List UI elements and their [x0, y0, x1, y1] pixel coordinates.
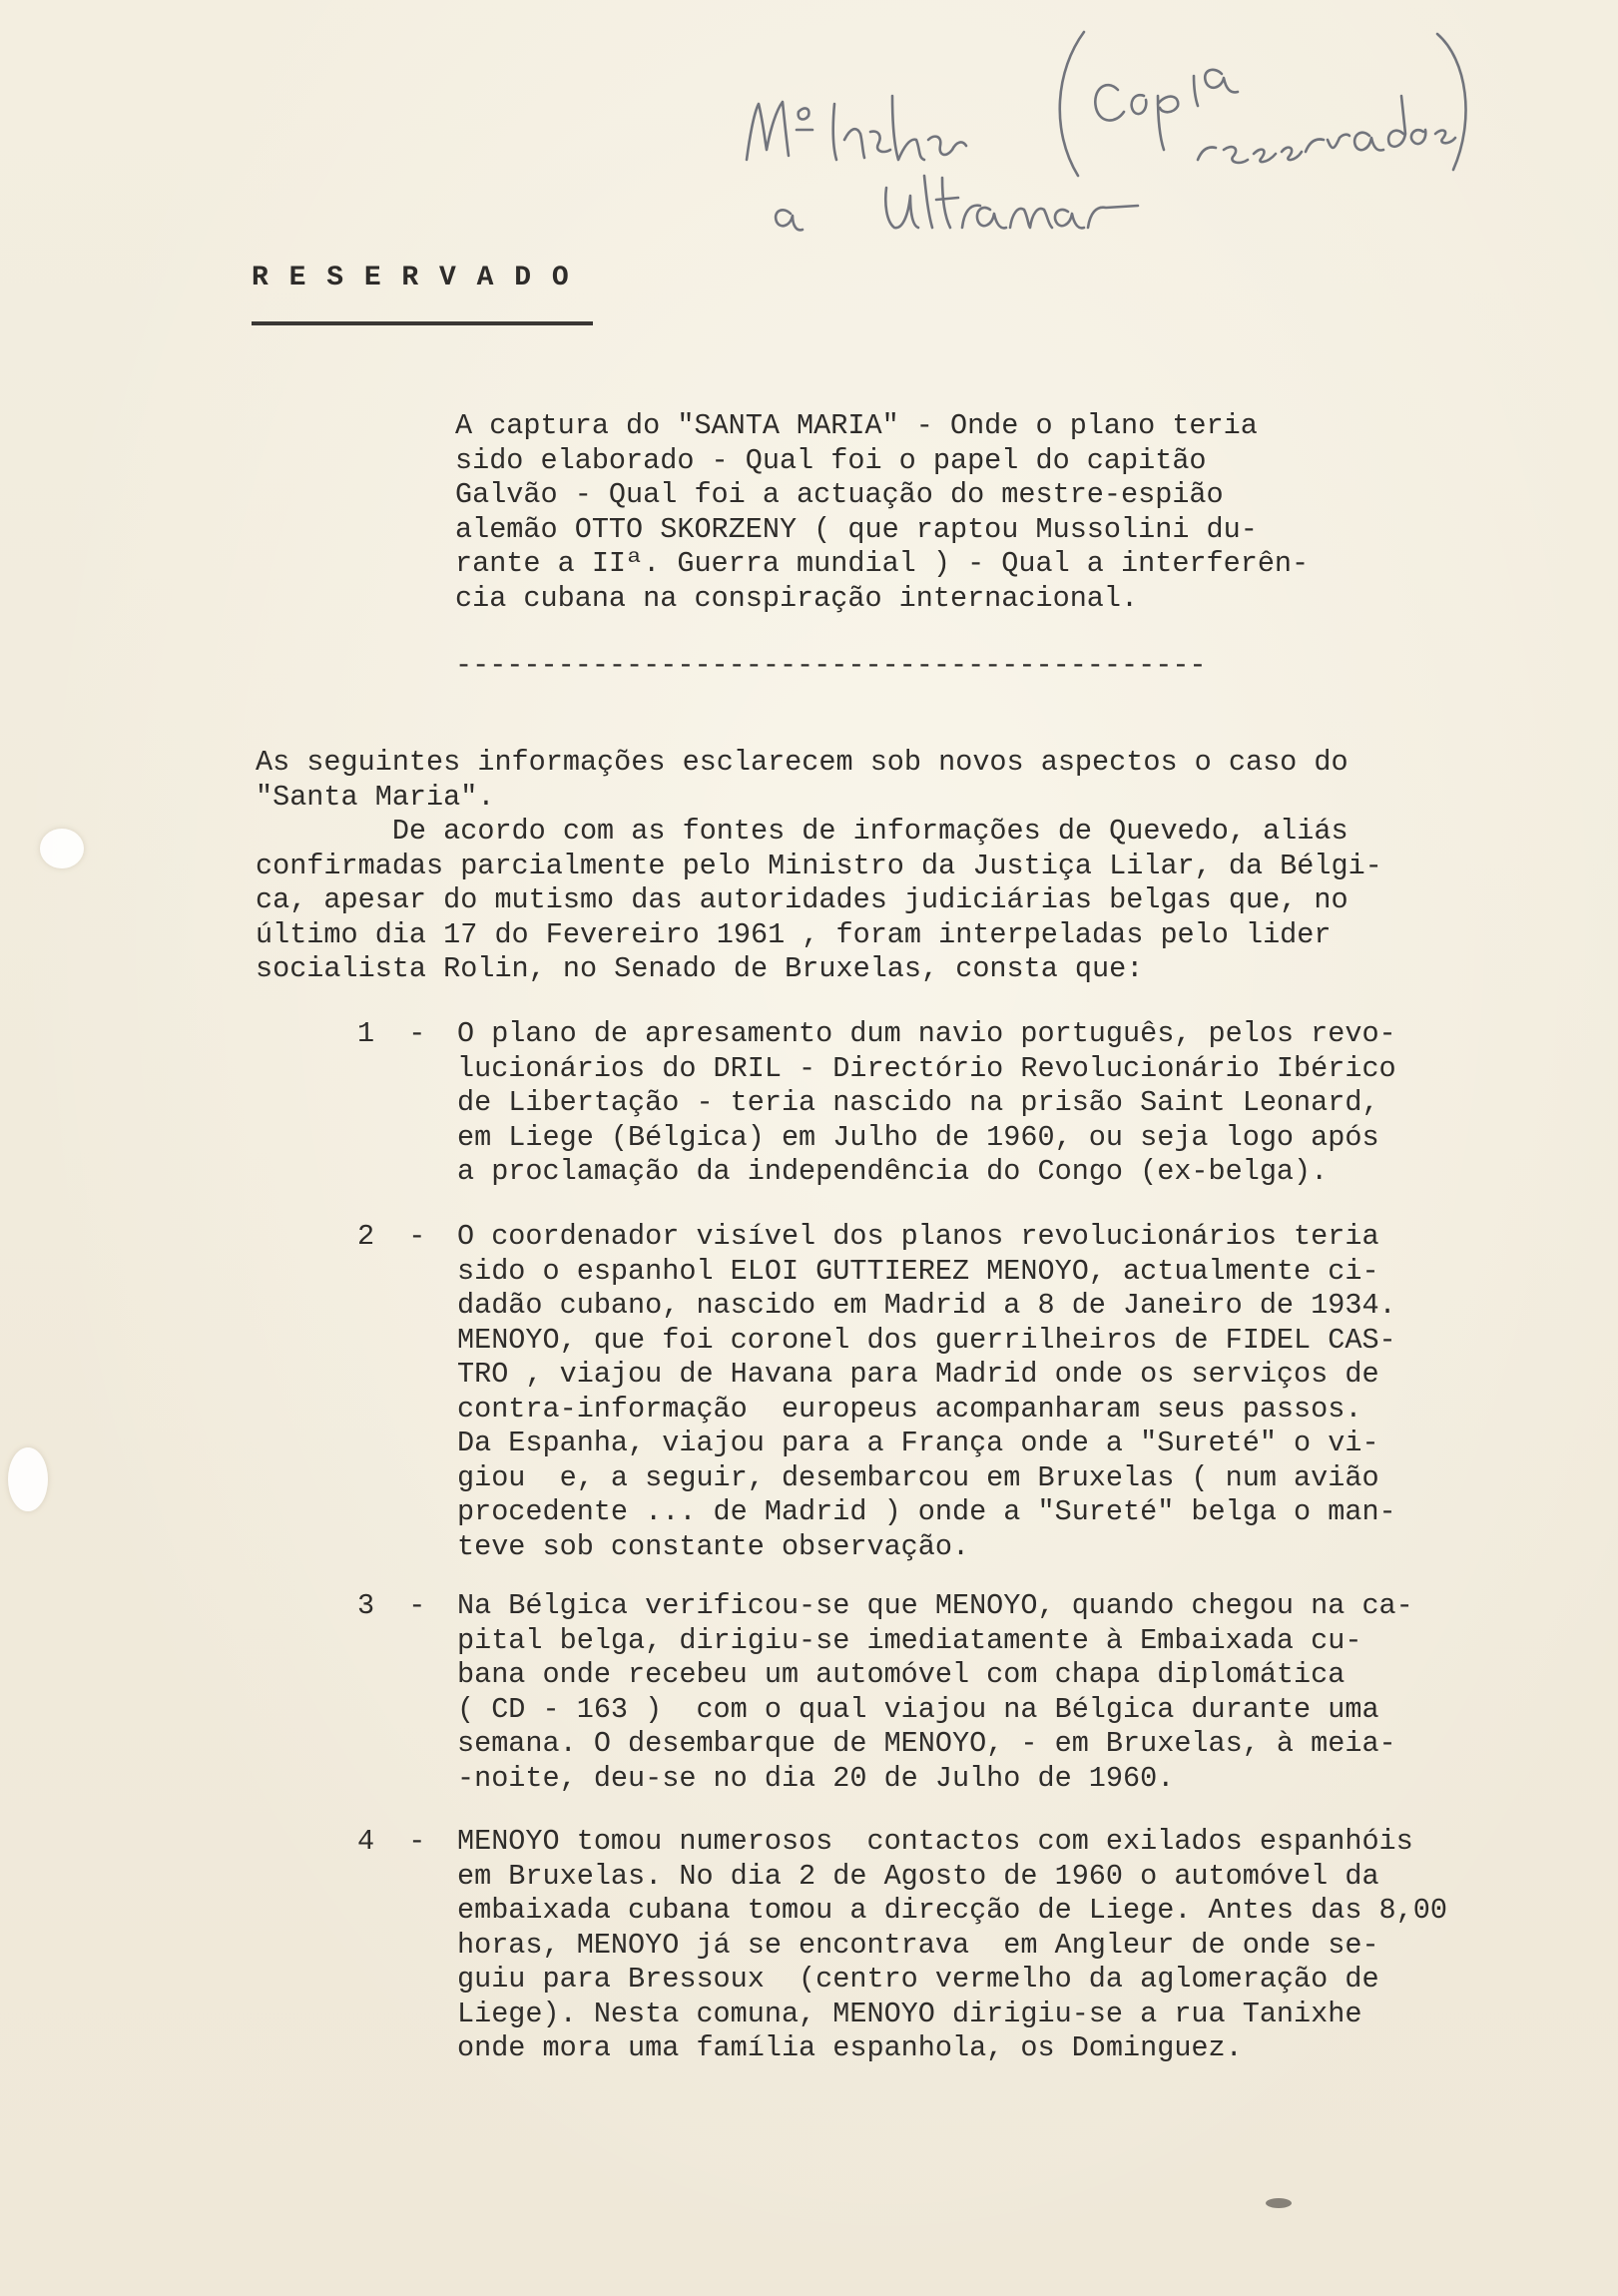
header-underline — [252, 321, 593, 325]
item-number: 4 - — [357, 1825, 426, 1858]
item-text: Na Bélgica verificou-se que MENOYO, quando chegou na ca- pital belga, dirigiu-se imediatamente à Embaixada cu- bana onde recebeu um automóvel com chapa diplomática ( CD - 163 ) com o qual viajou na Bélgica durante uma semana. O desembarque de MENOYO, - em Bruxelas, à meia- -noite, deu-se no dia 20 de Julho de 1960. — [457, 1589, 1413, 1795]
summary-separator: -------------------------------------------- — [455, 649, 1207, 682]
handwritten-annotation — [0, 0, 1618, 299]
item-text: O coordenador visível dos planos revolucionários teria sido o espanhol ELOI GUTTIEREZ MENOYO, actualmente ci- dadão cubano, nascido em Madrid a 8 de Janeiro de 1934. MENOYO, que foi coronel dos guerrilheiros de FIDEL CAS- TRO , viajou de Havana para Madrid onde os serviços de contra-informação europeus acompanharam seus passos. Da Espanha, viajou para a França onde a "Sureté" o vi- giou e, a seguir, desembarcou em Bruxelas ( num avião procedente ... de Madrid ) onde a "Sureté" belga o man- teve sob constante observação. — [457, 1220, 1396, 1563]
summary-paragraph: A captura do "SANTA MARIA" - Onde o plano teria sido elaborado - Qual foi o papel do capitão Galvão - Qual foi a actuação do mestre-espião alemão OTTO SKORZENY ( que raptou Mussolini du- rante a IIª. Guerra mundial ) - Qual a interferên- cia cubana na conspiração internacional. — [455, 409, 1310, 615]
item-text: MENOYO tomou numerosos contactos com exilados espanhóis em Bruxelas. No dia 2 de Agosto de 1960 o automóvel da embaixada cubana tomou a direcção de Liege. Antes das 8,00 horas, MENOYO já se encontrava em Angleur de onde se- guiu para Bressoux (centro vermelho da aglomeração de Liege). Nesta comuna, MENOYO dirigiu-se a rua Tanixhe onde mora uma família espanhola, os Dominguez. — [457, 1825, 1447, 2064]
intro-paragraph: As seguintes informações esclarecem sob novos aspectos o caso do "Santa Maria". De acordo com as fontes de informações de Quevedo, aliás confirmadas parcialmente pelo Ministro da Justiça Lilar, da Bélgi- ca, apesar do mutismo das autoridades judiciárias belgas que, no último dia 17 do Fevereiro 1961 , foram interpeladas pelo lider socialista Rolin, no Senado de Bruxelas, consta que: — [256, 746, 1382, 985]
item-number: 3 - — [357, 1589, 426, 1622]
ink-speck — [1266, 2198, 1292, 2208]
paper-hole-mark — [8, 1447, 48, 1511]
paper-hole-mark — [40, 829, 84, 868]
item-number: 1 - — [357, 1017, 426, 1050]
item-text: O plano de apresamento dum navio português, pelos revo- lucionários do DRIL - Directório Revolucionário Ibérico de Libertação - teria nascido na prisão Saint Leonard, em Liege (Bélgica) em Julho de 1960, ou seja logo após a proclamação da independência do Congo (ex-belga). — [457, 1017, 1396, 1188]
classification-header: R E S E R V A D O — [252, 263, 571, 293]
item-number: 2 - — [357, 1220, 426, 1253]
